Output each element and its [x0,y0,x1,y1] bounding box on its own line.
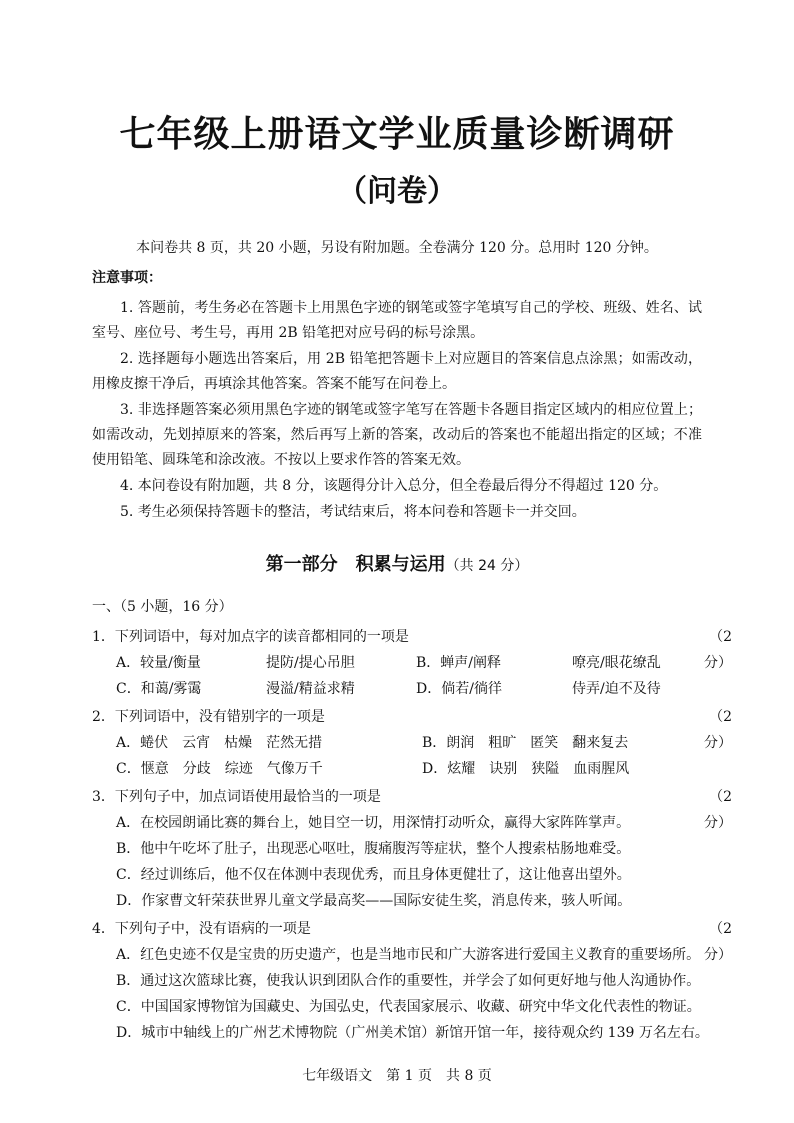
question-1 [92,624,732,702]
page-footer: 七年级语文 第 1 页 共 8 页 [302,1068,492,1084]
option-c: C．中国国家博物馆为国藏史、为国弘史，代表国家展示、收藏、研究中华文化代表性的物证。 [116,999,701,1015]
option-b-1: B．蝉声/阐释 [416,655,502,671]
question-stem: 4．下列句子中，没有语病的一项是 [92,921,311,937]
note-item: 3. 非选择题答案必须用黑色字迹的钢笔或签字笔写在答题卡各题目指定区域内的相应位置上；如需改动，先划掉原来的答案，然后再写上新的答案，改动后的答案也不能超出指定的区域；不准使用铅笔、圆珠笔和涂改液。不按以上要求作答的答案无效。 [92,402,702,468]
section-score: （共 24 分） [445,558,529,574]
option-a: A．蜷伏 云宵 枯燥 茫然无措 [116,735,323,751]
note-item: 5. 考生必须保持答题卡的整洁，考试结束后，将本问卷和答题卡一并交回。 [120,504,586,520]
note-item: 2. 选择题每小题选出答案后，用 2B 铅笔把答题卡上对应题目的答案信息点涂黑；如需改动，用橡皮擦干净后，再填涂其他答案。答案不能写在问卷上。 [92,351,702,392]
option-b: B．通过这次篮球比赛，使我认识到团队合作的重要性，并学会了如何更好地与他人沟通协作。 [116,973,701,989]
part-heading: 一、（5 小题，16 分） [92,599,233,615]
option-d: D．城市中轴线上的广州艺术博物院（广州美术馆）新馆开馆一年，接待观众约 139 万名左右。 [116,1025,709,1041]
note-item: 4. 本问卷设有附加题，共 8 分，该题得分计入总分，但全卷最后得分不得超过 120 分。 [120,478,668,494]
option-a-2: 提防/提心吊胆 [266,655,355,671]
option-c-2: 漫溢/精益求精 [266,681,355,697]
option-a-1: A．较量/衡量 [116,655,201,671]
question-score: （2 分） [704,789,732,831]
exam-intro: 本问卷共 8 页，共 20 小题，另设有附加题。全卷满分 120 分。总用时 120 分钟。 [136,240,658,256]
question-4 [92,916,732,1046]
question-stem: 2．下列词语中，没有错别字的一项是 [92,709,325,725]
option-c-1: C．和蔼/雾霭 [116,681,202,697]
notes-heading: 注意事项： [92,270,162,286]
option-a: A．在校园朗诵比赛的舞台上，她目空一切，用深情打动听众，赢得大家阵阵掌声。 [116,815,631,831]
section-heading [0,550,794,576]
questions [92,624,732,1048]
option-c: C．经过训练后，他不仅在体测中表现优秀，而且身体更健壮了，这让他喜出望外。 [116,867,631,883]
option-d: D．作家曹文轩荣获世界儿童文学最高奖——国际安徒生奖，消息传来，骇人听闻。 [116,893,632,909]
note-item: 1. 答题前，考生务必在答题卡上用黑色字迹的钢笔或签字笔填写自己的学校、班级、姓名、试室号、座位号、考生号，再用 2B 铅笔把对应号码的标号涂黑。 [92,300,702,341]
question-2 [92,704,732,782]
question-score: （2 分） [704,629,732,671]
page-title: 七年级上册语文学业质量诊断调研 [119,114,675,155]
question-score: （2 分） [704,709,732,751]
option-d: D．炫耀 诀别 狭隘 血雨腥风 [422,761,630,777]
notes-list [92,296,702,526]
option-d-1: D．倘若/徜徉 [416,681,502,697]
option-b: B．朗润 粗旷 匿笑 翻来复去 [422,735,629,751]
question-3 [92,784,732,914]
option-a: A．红色史迹不仅是宝贵的历史遗产，也是当地市民和广大游客进行爱国主义教育的重要场所。 [116,947,701,963]
option-c: C．惬意 分歧 综迹 气像万千 [116,761,323,777]
question-stem: 3．下列句子中，加点词语使用最恰当的一项是 [92,789,381,805]
section-title: 第一部分 积累与运用 [265,554,446,575]
option-d-2: 侍弄/迫不及待 [572,681,661,697]
question-stem: 1．下列词语中，每对加点字的读音都相同的一项是 [92,629,409,645]
question-score: （2 分） [704,921,732,963]
option-b-2: 嘹亮/眼花缭乱 [572,655,661,671]
page-subtitle: （问卷） [337,174,457,209]
option-b: B．他中午吃坏了肚子，出现恶心呕吐，腹痛腹泻等症状，整个人搜索枯肠地难受。 [116,841,631,857]
